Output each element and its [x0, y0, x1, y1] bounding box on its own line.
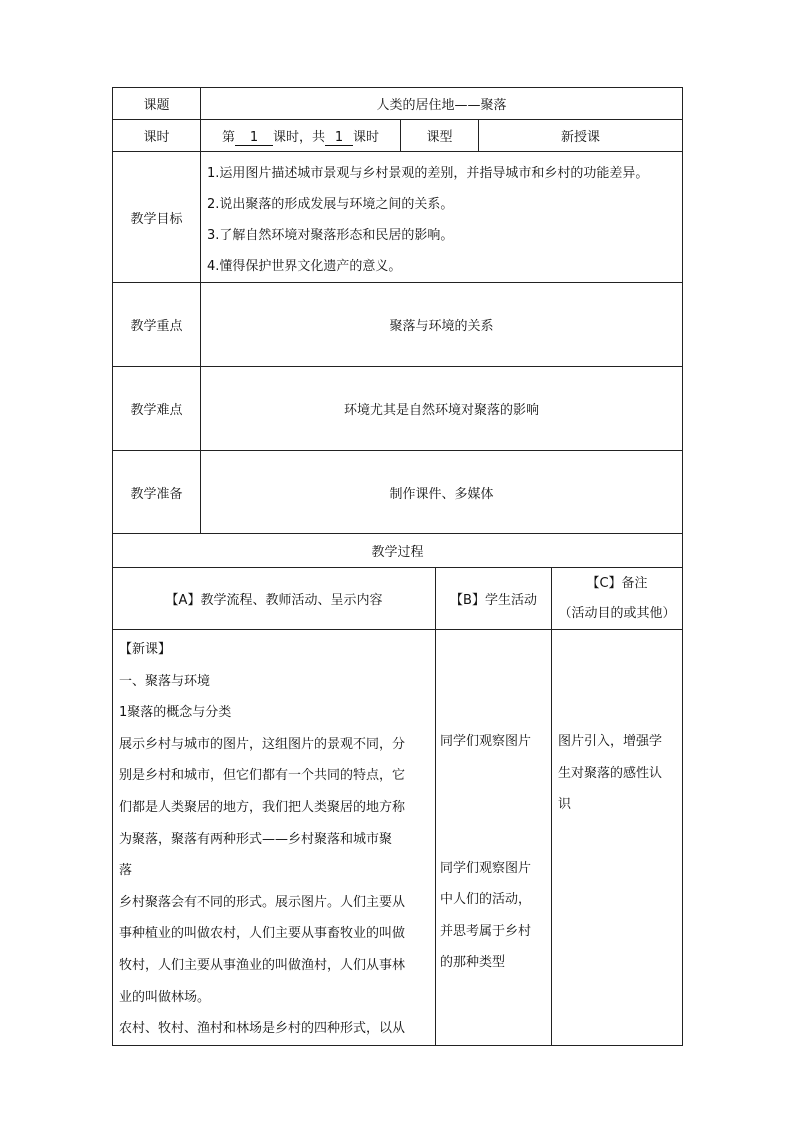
student-activity-cell — [436, 630, 552, 1046]
column-a-header: 【A】教学流程、教师活动、呈示内容 — [113, 568, 436, 630]
lesson-type-value: 新授课 — [479, 120, 683, 152]
teacher-line: 展示乡村与城市的图片，这组图片的景观不同，分 — [119, 736, 406, 752]
goals-row — [113, 152, 683, 283]
goal-item: 3.了解自然环境对聚落形态和民居的影响。 — [207, 228, 454, 243]
topic-row — [113, 88, 683, 120]
teacher-line: 事种植业的叫做农村，人们主要从事畜牧业的叫做 — [119, 926, 406, 942]
column-b-header: 【B】学生活动 — [436, 568, 552, 630]
teacher-line: 别是乡村和城市，但它们都有一个共同的特点，它 — [119, 768, 406, 784]
difficult-point-label: 教学难点 — [113, 367, 201, 451]
key-point-value: 聚落与环境的关系 — [201, 283, 683, 367]
student-activity-1: 同学们观察图片 — [440, 734, 532, 749]
goal-item: 4.懂得保护世界文化遗产的意义。 — [207, 259, 402, 274]
period-suffix: 课时 — [353, 129, 380, 145]
key-point-label: 教学重点 — [113, 283, 201, 367]
difficult-point-row — [113, 367, 683, 451]
teacher-line: 农村、牧村、渔村和林场是乡村的四种形式，以从 — [119, 1021, 406, 1037]
remark-line: 图片引入，增强学 — [558, 734, 663, 749]
teacher-line: 为聚落，聚落有两种形式——乡村聚落和城市聚 — [119, 831, 393, 847]
teacher-line: 牧村，人们主要从事渔业的叫做渔村，人们从事林 — [119, 957, 406, 973]
student-activity-line: 同学们观察图片 — [440, 860, 532, 876]
preparation-value: 制作课件、多媒体 — [201, 451, 683, 534]
process-header-row — [113, 568, 683, 630]
period-prefix: 第 — [221, 129, 235, 145]
student-activity-line: 的那种类型 — [440, 955, 506, 971]
student-activity-line: 并思考属于乡村 — [440, 923, 532, 939]
remark-line: 识 — [558, 797, 572, 813]
goals-label: 教学目标 — [113, 152, 201, 283]
period-mid: 课时，共 — [272, 129, 325, 145]
process-title: 教学过程 — [113, 534, 683, 568]
goal-item: 1.运用图片描述城市景观与乡村景观的差别，并指导城市和乡村的功能差异。 — [207, 166, 649, 181]
teacher-line: 1聚落的概念与分类 — [119, 705, 232, 721]
column-c-header-line2: （活动目的或其他） — [558, 605, 676, 621]
process-body-row — [113, 630, 683, 1046]
column-c-header — [552, 568, 683, 630]
teacher-activity-cell — [113, 630, 436, 1046]
period-row — [113, 120, 683, 152]
topic-value: 人类的居住地——聚落 — [201, 88, 683, 120]
difficult-point-value: 环境尤其是自然环境对聚落的影响 — [201, 367, 683, 451]
remark-line: 生对聚落的感性认 — [558, 765, 663, 781]
period-number: 1 — [235, 130, 273, 146]
teacher-line: 【新课】 — [119, 642, 172, 657]
period-total: 1 — [325, 130, 353, 146]
preparation-row — [113, 451, 683, 534]
teacher-line: 乡村聚落会有不同的形式。展示图片。人们主要从 — [119, 894, 406, 910]
process-title-row — [113, 534, 683, 568]
teacher-line: 一、聚落与环境 — [119, 673, 211, 689]
remarks-cell — [552, 630, 683, 1046]
teacher-line: 业的叫做林场。 — [119, 989, 211, 1005]
period-label: 课时 — [113, 120, 201, 152]
key-point-row — [113, 283, 683, 367]
goals-list — [201, 152, 683, 283]
goal-item: 2.说出聚落的形成发展与环境之间的关系。 — [207, 197, 454, 212]
lesson-type-label: 课型 — [401, 120, 479, 152]
preparation-label: 教学准备 — [113, 451, 201, 534]
period-value — [201, 120, 401, 152]
student-activity-line: 中人们的活动， — [440, 892, 532, 908]
teacher-line: 落 — [119, 863, 133, 879]
lesson-plan-table — [112, 87, 683, 1046]
topic-label: 课题 — [113, 88, 201, 120]
column-c-header-line1: 【C】备注 — [586, 575, 648, 591]
teacher-line: 们都是人类聚居的地方，我们把人类聚居的地方称 — [119, 799, 406, 815]
